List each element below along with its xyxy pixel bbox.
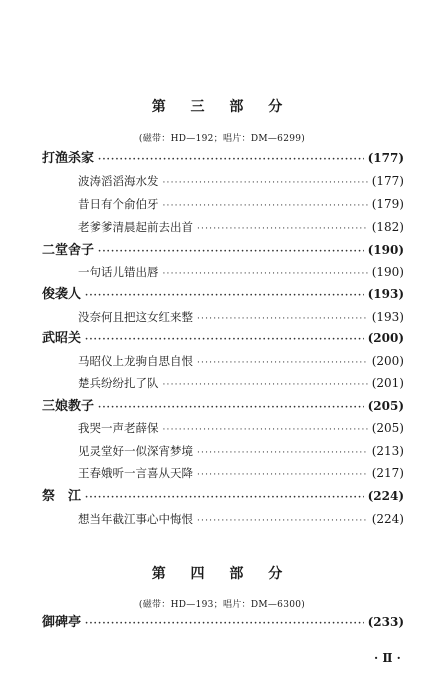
toc-leader-dots: [163, 173, 368, 193]
toc-entry: [42, 148, 404, 168]
toc-leader-dots: [98, 242, 364, 262]
section-title-part-3: 第 三 部 分: [151, 99, 293, 115]
toc-leader-dots: [197, 219, 368, 239]
toc-entry: [42, 612, 404, 632]
toc-entry-page: (224): [367, 489, 404, 503]
toc-entry-title: 二堂舍子: [42, 243, 95, 258]
toc-entry: [78, 463, 404, 483]
toc-leader-dots: [163, 264, 368, 284]
toc-entry: [78, 373, 404, 393]
toc-entry-title: 武昭关: [42, 331, 82, 346]
toc-entry: [78, 307, 404, 327]
toc-entry-page: (190): [367, 243, 404, 257]
section-subtitle-part-3: (磁带：HD—192；唱片：DM—6299): [138, 134, 306, 144]
toc-leader-dots: [163, 196, 368, 216]
toc-entry: [78, 441, 404, 461]
toc-entry-page: (205): [371, 421, 404, 435]
toc-entry-page: (205): [367, 399, 404, 413]
toc-leader-dots: [163, 375, 368, 395]
section-title-part-4: 第 四 部 分: [151, 566, 293, 582]
toc-entry: [42, 284, 404, 304]
toc-entry-page: (190): [371, 265, 404, 279]
toc-entry-title: 波涛滔滔海水发: [78, 174, 159, 188]
toc-entry-page: (233): [367, 615, 404, 629]
toc-entry-title: 想当年截江事心中悔恨: [78, 512, 193, 526]
toc-entry: [78, 171, 404, 191]
section-subtitle-part-4: (磁带：HD—193；唱片：DM—6300): [138, 600, 306, 610]
toc-entry: [78, 262, 404, 282]
toc-leader-dots: [85, 488, 364, 508]
page-number: · Ⅱ ·: [374, 651, 401, 665]
toc-leader-dots: [197, 465, 368, 485]
toc-entry: [78, 418, 404, 438]
toc-entry: [42, 396, 404, 416]
toc-entry-title: 楚兵纷纷扎了队: [78, 376, 159, 390]
toc-leader-dots: [197, 443, 368, 463]
toc-entry-title: 打渔杀家: [42, 151, 95, 166]
toc-entry-page: (177): [367, 151, 404, 165]
toc-leader-dots: [163, 420, 368, 440]
toc-entry: [78, 509, 404, 529]
toc-entry-page: (224): [371, 512, 404, 526]
toc-leader-dots: [85, 614, 364, 634]
toc-entry-page: (193): [367, 287, 404, 301]
toc-entry: [78, 351, 404, 371]
toc-entry: [42, 240, 404, 260]
toc-entry-title: 一句话儿错出唇: [78, 265, 159, 279]
toc-leader-dots: [197, 309, 368, 329]
toc-entry-page: (193): [371, 310, 404, 324]
toc-entry-page: (201): [371, 376, 404, 390]
toc-entry: [42, 486, 404, 506]
toc-entry-title: 御碑亭: [42, 615, 82, 630]
toc-entry-title: 没奈何且把这女红来整: [78, 310, 193, 324]
toc-entry-page: (182): [371, 220, 404, 234]
toc-entry: [78, 217, 404, 237]
toc-entry-page: (179): [371, 197, 404, 211]
toc-entry-page: (200): [367, 331, 404, 345]
toc-entry: [42, 328, 404, 348]
toc-entry-title: 俊袭人: [42, 287, 82, 302]
toc-entry-page: (217): [371, 466, 404, 480]
toc-entry-page: (213): [371, 444, 404, 458]
toc-entry-page: (177): [371, 174, 404, 188]
toc-entry-title: 我哭一声老薛保: [78, 421, 159, 435]
toc-entry-title: 祭 江: [42, 489, 82, 504]
toc-leader-dots: [85, 330, 364, 350]
toc-leader-dots: [85, 286, 364, 306]
toc-leader-dots: [98, 150, 364, 170]
toc-entry-title: 见灵堂好一似深宵梦境: [78, 444, 193, 458]
toc-entry-title: 老爹爹清晨起前去出首: [78, 220, 193, 234]
toc-leader-dots: [197, 511, 368, 531]
toc-entry-title: 王春娥听一言喜从天降: [78, 466, 193, 480]
toc-leader-dots: [98, 398, 364, 418]
toc-entry-title: 马昭仪上龙驹自思自恨: [78, 354, 193, 368]
toc-entry-title: 昔日有个俞伯牙: [78, 197, 159, 211]
toc-entry: [78, 194, 404, 214]
toc-entry-page: (200): [371, 354, 404, 368]
toc-leader-dots: [197, 353, 368, 373]
toc-entry-title: 三娘教子: [42, 399, 95, 414]
